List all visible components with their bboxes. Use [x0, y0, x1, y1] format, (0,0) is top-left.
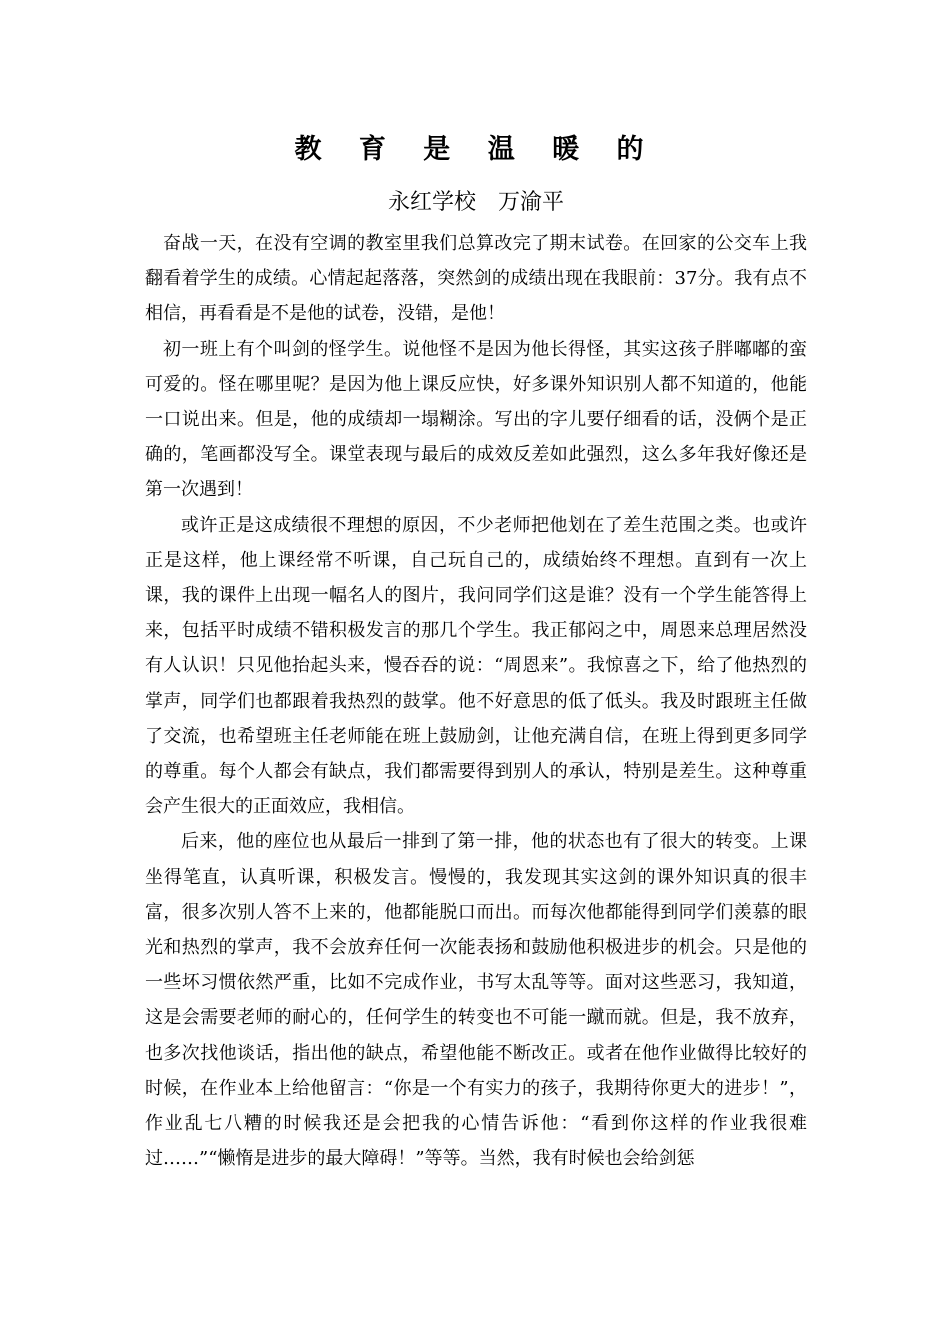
- paragraph-4: 后来，他的座位也从最后一排到了第一排，他的状态也有了很大的转变。上课坐得笔直，认真听课，积极发言。慢慢的，我发现其实这剑的课外知识真的很丰富，很多次别人答不上来的，他都能脱口而出。而每次他都能得到同学们羡慕的眼光和热烈的掌声，我不会放弃任何一次能表扬和鼓励他积极进步的机会。只是他的一些坏习惯依然严重，比如不完成作业，书写太乱等等。面对这些恶习，我知道，这是会需要老师的耐心的，任何学生的转变也不可能一蹴而就。但是，我不放弃，也多次找他谈话，指出他的缺点，希望他能不断改正。或者在他作业做得比较好的时候，在作业本上给他留言：“你是一个有实力的孩子，我期待你更大的进步！”，作业乱七八糟的时候我还是会把我的心情告诉他：“看到你这样的作业我很难过……”“懒惰是进步的最大障碍！”等等。当然，我有时候也会给剑惩: [145, 831, 807, 1170]
- document-title: 教 育 是 温 暖 的: [294, 134, 658, 165]
- paragraph-2: 初一班上有个叫剑的怪学生。说他怪不是因为他长得怪，其实这孩子胖嘟嘟的蛮可爱的。怪在哪里呢？是因为他上课反应快，好多课外知识别人都不知道的，他能一口说出来。但是，他的成绩却一塌糊涂。写出的字儿要仔细看的话，没俩个是正确的，笔画都没写全。课堂表现与最后的成效反差如此强烈，这么多年我好像还是第一次遇到！: [145, 338, 807, 501]
- document-author: 永红学校 万渝平: [387, 190, 564, 215]
- document-page: [145, 128, 807, 1176]
- paragraph-1: 奋战一天，在没有空调的教室里我们总算改完了期末试卷。在回家的公交车上我翻看着学生的成绩。心情起起落落，突然剑的成绩出现在我眼前：37分。我有点不相信，再看看是不是他的试卷，没错，是他！: [145, 233, 807, 325]
- paragraph-3: 或许正是这成绩很不理想的原因，不少老师把他划在了差生范围之类。也或许正是这样，他上课经常不听课，自己玩自己的，成绩始终不理想。直到有一次上课，我的课件上出现一幅名人的图片，我问同学们这是谁？没有一个学生能答得上来，包括平时成绩不错积极发言的那几个学生。我正郁闷之中，周恩来总理居然没有人认识！只见他抬起头来，慢吞吞的说：“周恩来”。我惊喜之下，给了他热烈的掌声，同学们也都跟着我热烈的鼓掌。他不好意思的低了低头。我及时跟班主任做了交流，也希望班主任老师能在班上鼓励剑，让他充满自信，在班上得到更多同学的尊重。每个人都会有缺点，我们都需要得到别人的承认，特别是差生。这种尊重会产生很大的正面效应，我相信。: [145, 514, 807, 818]
